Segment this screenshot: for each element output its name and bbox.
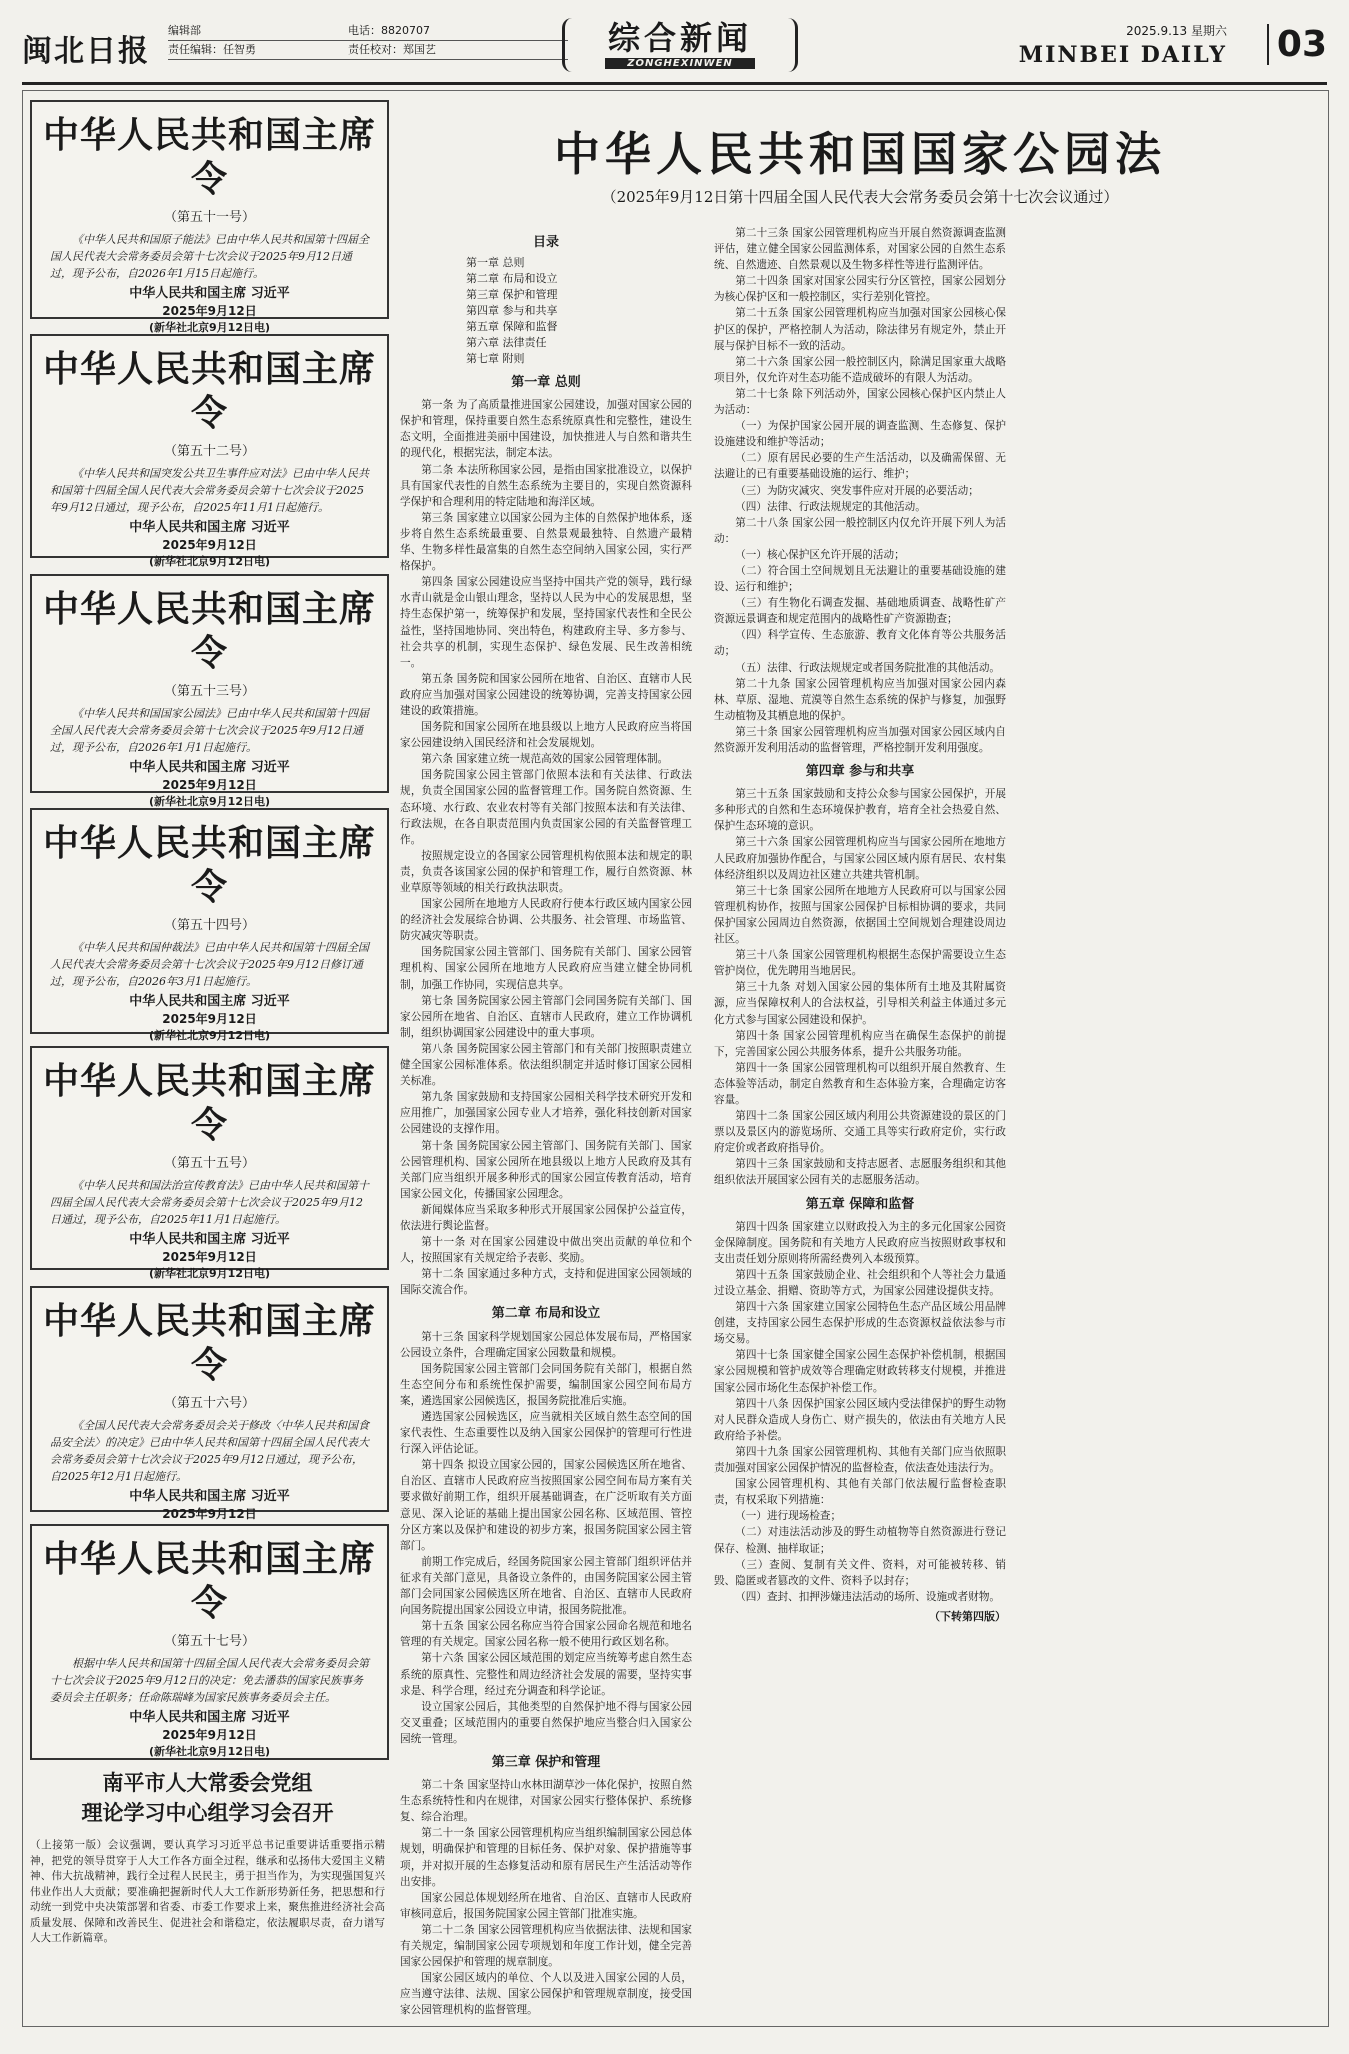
law-article-paragraph: 第三十八条 国家公园管理机构根据生态保护需要设立生态管护岗位，优先聘用当地居民。 bbox=[714, 949, 1006, 978]
law-article-paragraph: 第二十八条 国家公园一般控制区内仅允许开展下列人为活动： bbox=[714, 516, 1006, 545]
decree-box bbox=[30, 100, 389, 334]
toc-item: 第七章 附则 bbox=[466, 352, 525, 366]
decree-number: （第五十三号） bbox=[163, 684, 255, 699]
toc-item: 第四章 参与和共享 bbox=[466, 304, 558, 318]
law-article-paragraph: （二）符合国土空间规划且无法避让的重要基础设施的建设、运行和维护； bbox=[714, 564, 1006, 594]
law-article-paragraph: 第十三条 国家科学规划国家公园总体发展布局，严格国家公园设立条件，合理确定国家公园数量和规模。 bbox=[400, 1330, 692, 1359]
law-article-paragraph: 国务院和国家公园所在地县级以上地方人民政府应当将国家公园建设纳入国民经济和社会发展规划。 bbox=[400, 721, 692, 750]
continued-note: （下转第四版） bbox=[929, 1609, 1006, 1623]
law-article-paragraph: 第二十四条 国家对国家公园实行分区管控，国家公园划分为核心保护区和一般控制区，实行差别化管控。 bbox=[714, 275, 1006, 304]
law-article-paragraph: 第七条 国务院国家公园主管部门会同国务院有关部门、国家公园所在地省、自治区、直辖市人民政府，建立工作协调机制，组织协调国家公园建设中的重大事项。 bbox=[400, 994, 692, 1039]
law-article-paragraph: 第三条 国家建立以国家公园为主体的自然保护地体系，逐步将自然生态系统最重要、自然景观最独特、自然遗产最精华、生物多样性最富集的自然生态空间纳入国家公园，实行严格保护。 bbox=[400, 511, 692, 573]
decree-number: （第五十一号） bbox=[163, 210, 255, 225]
toc-item: 第六章 法律责任 bbox=[466, 336, 547, 350]
law-article-paragraph: 国家公园区域内的单位、个人以及进入国家公园的人员，应当遵守法律、法规、国家公园保护和管理规章制度，接受国家公园管理机构的监督管理。 bbox=[400, 1972, 692, 2017]
decree-title: 中华人民共和国主席令 bbox=[42, 1061, 376, 1146]
toc-item: 第二章 布局和设立 bbox=[466, 272, 558, 286]
law-article-paragraph: （四）法律、行政法规规定的其他活动。 bbox=[735, 500, 926, 513]
law-article-paragraph: 第五条 国务院和国家公园所在地省、自治区、直辖市人民政府应当加强对国家公园建设的统筹协调，完善支持国家公园建设的政策措施。 bbox=[400, 672, 692, 717]
decree-title: 中华人民共和国主席令 bbox=[42, 1539, 376, 1624]
section-banner bbox=[562, 18, 798, 72]
law-article-paragraph: （一）为保护国家公园开展的调查监测、生态修复、保护设施建设和维护等活动； bbox=[714, 420, 1006, 449]
law-text bbox=[400, 225, 1320, 2020]
decree-signer: 中华人民共和国主席 习近平 bbox=[129, 1710, 290, 1725]
law-article-paragraph: 第一条 为了高质量推进国家公园建设，加强对国家公园的保护和管理，保持重要自然生态系统原真性和完整性，建设生态文明，全面推进美丽中国建设，加快推进人与自然和谐共生的现代化，根据宪法，制定本法。 bbox=[400, 399, 692, 460]
law-article-paragraph: 第四十五条 国家鼓励企业、社会组织和个人等社会力量通过设立基金、捐赠、资助等方式，为国家公园建设提供支持。 bbox=[714, 1268, 1006, 1297]
law-article-paragraph: 第十一条 对在国家公园建设中做出突出贡献的单位和个人，按照国家有关规定给予表彰、奖励。 bbox=[400, 1236, 692, 1265]
law-article-paragraph: 第二十一条 国家公园管理机构应当组织编制国家公园总体规划，明确保护和管理的目标任务、保护对象、保护措施等事项，并对拟开展的生态修复活动和原有居民生产生活活动等作出安排。 bbox=[400, 1827, 692, 1888]
law-article-paragraph: （五）法律、行政法规规定或者国务院批准的其他活动。 bbox=[735, 661, 1001, 674]
law-article-paragraph: 按照规定设立的各国家公园管理机构依照本法和规定的职责，负责各该国家公园的保护和管理工作，履行自然资源、林业草原等领域的相关行政执法职责。 bbox=[400, 849, 692, 894]
law-article-paragraph: 设立国家公园后，其他类型的自然保护地不得与国家公园交叉重叠；区域范围内的重要自然保护地应当整合归入国家公园统一管理。 bbox=[400, 1700, 692, 1745]
law-title: 中华人民共和国国家公园法 bbox=[554, 127, 1166, 181]
law-article-paragraph: （二）对违法活动涉及的野生动植物等自然资源进行登记保存、检测、抽样取证； bbox=[714, 1526, 1006, 1555]
law-article-paragraph: 前期工作完成后，经国务院国家公园主管部门组织评估并征求有关部门意见，具备设立条件的，由国务院国家公园主管部门会同国家公园候选区所在地省、自治区、直辖市人民政府向国务院提出国家公园设立申请，报国务院批准。 bbox=[400, 1555, 692, 1617]
law-article-paragraph: 国务院国家公园主管部门、国务院有关部门、国家公园管理机构、国家公园所在地地方人民政府应当建立健全协同机制，加强工作协同，实现信息共享。 bbox=[400, 946, 692, 991]
law-article-paragraph: 遴选国家公园候选区，应当就相关区域自然生态空间的国家代表性、生态重要性以及纳入国家公园保护的管理可行性进行深入评估论证。 bbox=[400, 1411, 692, 1456]
decree-date: 2025年9月12日 bbox=[162, 538, 257, 552]
decree-body: 根据中华人民共和国第十四届全国人民代表大会常务委员会第十七次会议于2025年9月12日的决定：免去潘恭的国家民族事务委员会主任职务；任命陈瑞峰为国家民族事务委员会主任。 bbox=[50, 1657, 369, 1704]
decree-title: 中华人民共和国主席令 bbox=[42, 823, 376, 908]
law-article-paragraph: 国务院国家公园主管部门会同国务院有关部门，根据自然生态空间分布和系统性保护需要，编制国家公园空间布局方案，遴选国家公园候选区，报国务院批准后实施。 bbox=[400, 1362, 692, 1407]
law-article-paragraph: 第二十二条 国家公园管理机构应当依据法律、法规和国家有关规定，编制国家公园专项规划和年度工作计划，健全完善国家公园保护和管理的规章制度。 bbox=[400, 1923, 692, 1969]
law-article-paragraph: （二）原有居民必要的生产生活活动，以及确需保留、无法避让的已有重要基础设施的运行、维护； bbox=[714, 452, 1006, 481]
law-article-paragraph: 第二十五条 国家公园管理机构应当加强对国家公园核心保护区的保护，严格控制人为活动，除法律另有规定外，禁止开展与保护目标不一致的活动。 bbox=[714, 307, 1006, 352]
chapter-heading: 第五章 保障和监督 bbox=[805, 1196, 915, 1212]
table-of-contents bbox=[400, 255, 692, 367]
law-article-paragraph: 第十四条 拟设立国家公园的，国家公园候选区所在地省、自治区、直辖市人民政府应当按照国家公园空间布局方案有关要求做好前期工作，组织开展基础调查，在广泛听取有关方面意见、深入论证的基础上提出国家公园名称、区域范围、管控分区方案以及保护和建设的初步方案，报国务院国家公园主管部门。 bbox=[400, 1459, 692, 1552]
law-article-paragraph: （一）进行现场检查； bbox=[735, 1510, 842, 1523]
decree-box bbox=[30, 574, 389, 808]
law-article-paragraph: 第四十八条 因保护国家公园区域内受法律保护的野生动物对人民群众造成人身伤亡、财产损失的，依法由有关地方人民政府给予补偿。 bbox=[714, 1397, 1006, 1442]
law-article-paragraph: 第四十六条 国家建立国家公园特色生态产品区域公用品牌创建，支持国家公园生态保护形成的生态资源权益依法参与市场交易。 bbox=[714, 1301, 1006, 1346]
paper-logo: 闽北日报 bbox=[22, 34, 150, 69]
decree-title: 中华人民共和国主席令 bbox=[42, 115, 376, 200]
law-article-paragraph: 新闻媒体应当采取多种形式开展国家公园保护公益宣传，依法进行舆论监督。 bbox=[400, 1203, 692, 1232]
law-article-paragraph: 第四十条 国家公园管理机构应当在确保生态保护的前提下，完善国家公园公共服务体系，提升公共服务功能。 bbox=[714, 1029, 1006, 1058]
law-article-paragraph: 第十二条 国家通过多种方式，支持和促进国家公园领域的国际交流合作。 bbox=[400, 1268, 692, 1297]
law-article-paragraph: 第四十四条 国家建立以财政投入为主的多元化国家公园资金保障制度。国务院和有关地方人民政府应当按照财政事权和支出责任划分原则将所需经费列入本级预算。 bbox=[714, 1220, 1006, 1265]
issue-date: 2025.9.13 星期六 bbox=[1126, 24, 1227, 38]
law-article-paragraph: （一）核心保护区允许开展的活动； bbox=[735, 548, 905, 561]
staff-box bbox=[168, 22, 568, 60]
proofreader: 责任校对：郑国艺 bbox=[348, 43, 436, 56]
decree-body: 《中华人民共和国国家公园法》已由中华人民共和国第十四届全国人民代表大会常务委员会第十七次会议于2025年9月12日通过，现予公布，自2026年1月1日起施行。 bbox=[50, 707, 369, 754]
decree-signer: 中华人民共和国主席 习近平 bbox=[129, 286, 290, 301]
law-subtitle: （2025年9月12日第十四届全国人民代表大会常务委员会第十七次会议通过） bbox=[601, 188, 1119, 206]
law-article-paragraph: 第二十六条 国家公园一般控制区内，除满足国家重大战略项目外，仅允许对生态功能不造成破坏的有限人为活动。 bbox=[714, 355, 1006, 384]
decree-signer: 中华人民共和国主席 习近平 bbox=[129, 994, 290, 1009]
masthead bbox=[22, 18, 1327, 76]
law-article-paragraph: （三）查阅、复制有关文件、资料，对可能被转移、销毁、隐匿或者篡改的文件、资料予以封存； bbox=[714, 1558, 1006, 1587]
decree-date: 2025年9月12日 bbox=[162, 1507, 257, 1521]
law-article-paragraph: 第二十条 国家坚持山水林田湖草沙一体化保护，按照自然生态系统特性和内在规律，对国家公园实行整体保护、系统修复、综合治理。 bbox=[400, 1779, 692, 1824]
law-article-paragraph: 国家公园所在地地方人民政府行使本行政区域内国家公园的经济社会发展综合协调、公共服务、社会管理、市场监管、防灾减灾等职责。 bbox=[400, 898, 692, 943]
law-article-paragraph: 国家公园总体规划经所在地省、自治区、直辖市人民政府审核同意后，报国务院国家公园主管部门批准实施。 bbox=[400, 1891, 692, 1920]
decree-date: 2025年9月12日 bbox=[162, 304, 257, 318]
law-article-paragraph: 第二十七条 除下列活动外，国家公园核心保护区内禁止人为活动： bbox=[714, 387, 1006, 417]
decree-box bbox=[30, 808, 389, 1042]
decree-title: 中华人民共和国主席令 bbox=[42, 589, 376, 674]
decree-box bbox=[30, 1046, 389, 1280]
toc-item: 第一章 总则 bbox=[466, 256, 525, 270]
decree-number: （第五十七号） bbox=[163, 1634, 255, 1649]
law-article-paragraph: 第二十九条 国家公园管理机构应当加强对国家公园内森林、草原、湿地、荒漠等自然生态系统的保护与修复，加强野生动植物及其栖息地的保护。 bbox=[714, 677, 1006, 722]
law-article-paragraph: 第二十三条 国家公园管理机构应当开展自然资源调查监测评估，建立健全国家公园监测体系，对国家公园的自然生态系统、自然遗迹、自然景观以及生物多样性等进行监测评估。 bbox=[714, 227, 1006, 272]
decree-agency: (新华社北京9月12日电) bbox=[148, 1745, 270, 1758]
editor-label: 编辑部 bbox=[168, 24, 201, 37]
law-article-paragraph: 第十条 国务院国家公园主管部门、国务院有关部门、国家公园管理机构、国家公园所在地县级以上地方人民政府及其有关部门应当组织开展多种形式的国家公园宣传教育活动，培育国家公园文化，传播国家公园理念。 bbox=[400, 1139, 692, 1200]
decree-agency: (新华社北京9月12日电) bbox=[148, 321, 270, 334]
section-title: 综合新闻 bbox=[607, 19, 752, 57]
decree-body: 《中华人民共和国仲裁法》已由中华人民共和国第十四届全国人民代表大会常务委员会第十七次会议于2025年9月12日修订通过，现予公布，自2026年3月1日起施行。 bbox=[50, 941, 369, 988]
law-article-paragraph: 第三十六条 国家公园管理机构应当与国家公园所在地地方人民政府加强协作配合，与国家公园区域内原有居民、农村集体经济组织以及周边社区建立共建共管机制。 bbox=[714, 836, 1006, 881]
news-headline-line1: 南平市人大常委会党组 bbox=[102, 1771, 313, 1795]
law-article-paragraph: 第十五条 国家公园名称应当符合国家公园命名规范和地名管理的有关规定。国家公园名称一般不使用行政区划名称。 bbox=[400, 1620, 692, 1649]
law-article-paragraph: 第四十七条 国家健全国家公园生态保护补偿机制，根据国家公园规模和管护成效等合理确定财政转移支付规模，并推进国家公园市场化生态保护补偿工作。 bbox=[714, 1349, 1006, 1394]
decree-agency: (新华社北京9月12日电) bbox=[148, 1029, 270, 1042]
law-article-paragraph: 第六条 国家建立统一规范高效的国家公园管理体制。 bbox=[421, 753, 669, 766]
law-article-paragraph: 第三十九条 对划入国家公园的集体所有土地及其附属资源，应当保障权利人的合法权益，引导相关利益主体通过多元化方式参与国家公园建设和保护。 bbox=[714, 981, 1006, 1026]
law-article-paragraph: 第四十三条 国家鼓励和支持志愿者、志愿服务组织和其他组织依法开展国家公园有关的志愿服务活动。 bbox=[714, 1158, 1006, 1187]
decree-date: 2025年9月12日 bbox=[162, 1250, 257, 1264]
law-article-paragraph: （三）为防灾减灾、突发事件应对开展的必要活动； bbox=[735, 484, 979, 497]
decree-number: （第五十六号） bbox=[163, 1396, 255, 1411]
decree-signer: 中华人民共和国主席 习近平 bbox=[129, 1232, 290, 1247]
chief-editor: 责任编辑：任智勇 bbox=[168, 43, 256, 56]
toc-item: 第五章 保障和监督 bbox=[466, 320, 558, 334]
decree-signer: 中华人民共和国主席 习近平 bbox=[129, 760, 290, 775]
chapter-heading: 第四章 参与和共享 bbox=[805, 764, 915, 780]
news-headline-line2: 理论学习中心组学习会召开 bbox=[81, 1801, 334, 1825]
decree-signer: 中华人民共和国主席 习近平 bbox=[129, 1489, 290, 1504]
decree-title: 中华人民共和国主席令 bbox=[42, 349, 376, 434]
law-article-paragraph: 第三十条 国家公园管理机构应当加强对国家公园区域内自然资源开发利用活动的监督管理，严格控制开发利用强度。 bbox=[714, 725, 1006, 754]
law-article-paragraph: 第四十二条 国家公园区域内利用公共资源建设的景区的门票以及景区内的游览场所、交通工具等实行政府定价，实行政府定价或者政府指导价。 bbox=[714, 1110, 1006, 1155]
top-rule bbox=[22, 82, 1327, 85]
law-article-paragraph: 国务院国家公园主管部门依照本法和有关法律、行政法规，负责全国国家公园的监督管理工作。国务院自然资源、生态环境、水行政、农业农村等有关部门按照本法和有关法律、行政法规，在各自职责范围内负责国家公园的有关监督管理工作。 bbox=[400, 769, 692, 846]
law-article-paragraph: 国家公园管理机构、其他有关部门依法履行监督检查职责，有权采取下列措施： bbox=[714, 1478, 1006, 1507]
law-article-paragraph: （四）查封、扣押涉嫌违法活动的场所、设施或者财物。 bbox=[735, 1590, 1001, 1603]
law-article-paragraph: （三）有生物化石调查发掘、基础地质调查、战略性矿产资源远景调查和规定范围内的战略性矿产资源勘查； bbox=[714, 597, 1006, 626]
decree-title: 中华人民共和国主席令 bbox=[42, 1301, 376, 1386]
decree-body: 《中华人民共和国突发公共卫生事件应对法》已由中华人民共和国第十四届全国人民代表大会常务委员会第十七次会议于2025年9月12日通过，现予公布，自2025年11月1日起施行。 bbox=[50, 467, 369, 514]
decree-number: （第五十四号） bbox=[163, 918, 255, 933]
decree-agency: (新华社北京9月12日电) bbox=[148, 795, 270, 808]
law-article-paragraph: 第四条 国家公园建设应当坚持中国共产党的领导，践行绿水青山就是金山银山理念，坚持以人民为中心的发展思想，坚持生态保护第一，统筹保护和发展，坚持国家代表性和全民公益性，坚持国地协同、突出特色，构建政府主导、多方参与、社会共享的机制，实现生态保护、绿色发展、民生改善相统一。 bbox=[400, 576, 692, 669]
law-article-paragraph: 第九条 国家鼓励和支持国家公园相关科学技术研究开发和应用推广，加强国家公园专业人才培养，强化科技创新对国家公园建设的支撑作用。 bbox=[400, 1091, 692, 1136]
toc-heading: 目录 bbox=[532, 235, 559, 250]
decree-body: 《中华人民共和国原子能法》已由中华人民共和国第十四届全国人民代表大会常务委员会第十七次会议于2025年9月12日通过，现予公布，自2026年1月15日起施行。 bbox=[50, 233, 369, 280]
news-article bbox=[30, 1768, 385, 1947]
paper-english-name: MINBEI DAILY bbox=[1018, 42, 1227, 68]
chapter-heading: 第三章 保护和管理 bbox=[491, 1754, 601, 1770]
decree-box bbox=[30, 1286, 389, 1521]
decree-box bbox=[30, 1524, 389, 1760]
law-article-paragraph: 第三十七条 国家公园所在地地方人民政府可以与国家公园管理机构协作，按照与国家公园保护目标相协调的要求，共同保护国家公园周边自然资源，依据国土空间规划合理建设周边社区。 bbox=[714, 884, 1006, 946]
decree-date: 2025年9月12日 bbox=[162, 1012, 257, 1026]
law-article-paragraph: 第三十五条 国家鼓励和支持公众参与国家公园保护，开展多种形式的自然和生态环境保护教育，培育全社会热爱自然、保护生态环境的意识。 bbox=[714, 788, 1006, 833]
law-article-paragraph: 第八条 国务院国家公园主管部门和有关部门按照职责建立健全国家公园标准体系。依法组织制定并适时修订国家公园相关标准。 bbox=[400, 1042, 692, 1088]
decree-body: 《全国人民代表大会常务委员会关于修改〈中华人民共和国食品安全法〉的决定》已由中华人民共和国第十四届全国人民代表大会常务委员会第十七次会议于2025年9月12日通过，现予公布，自2025年12月1日起施行。 bbox=[50, 1419, 369, 1483]
decree-body: 《中华人民共和国法治宣传教育法》已由中华人民共和国第十四届全国人民代表大会常务委员会第十七次会议于2025年9月12日通过，现予公布，自2025年11月1日起施行。 bbox=[50, 1179, 369, 1226]
law-article-paragraph: 第四十一条 国家公园管理机构可以组织开展自然教育、生态体验等活动，制定自然教育和生态体验方案，合理确定访客容量。 bbox=[714, 1061, 1006, 1106]
decree-date: 2025年9月12日 bbox=[162, 778, 257, 792]
page-number: 03 bbox=[1267, 24, 1327, 65]
news-body: （上接第一版）会议强调，要认真学习习近平总书记重要讲话重要指示精神，把党的领导贯穿于人大工作各方面全过程，继承和弘扬伟大爱国主义精神、伟大抗战精神，践行全过程人民民主，勇于担当作为，为实现强国复兴伟业作出人大贡献；要准确把握新时代人大工作新形势新任务，把思想和行动统一到党中央决策部署和省委、市委工作要求上来，聚焦推进经济社会高质量发展、保障和改善民生、促进社会和谐稳定，依法履职尽责，奋力谱写人大工作新篇章。 bbox=[30, 1839, 385, 1944]
decree-agency: (新华社北京9月12日电) bbox=[148, 1267, 270, 1280]
phone: 电话：8820707 bbox=[348, 24, 430, 37]
chapter-heading: 第二章 布局和设立 bbox=[491, 1306, 601, 1322]
toc-item: 第三章 保护和管理 bbox=[466, 288, 558, 302]
decree-signer: 中华人民共和国主席 习近平 bbox=[129, 520, 290, 535]
decree-box bbox=[30, 334, 389, 568]
law-article-paragraph: （四）科学宣传、生态旅游、教育文化体育等公共服务活动； bbox=[714, 629, 1006, 658]
decree-number: （第五十五号） bbox=[163, 1156, 255, 1171]
section-pinyin: ZONGHEXINWEN bbox=[605, 58, 755, 69]
law-article-paragraph: 第四十九条 国家公园管理机构、其他有关部门应当依照职责加强对国家公园保护情况的监督检查，依法查处违法行为。 bbox=[714, 1445, 1006, 1475]
decree-date: 2025年9月12日 bbox=[162, 1728, 257, 1742]
decree-number: （第五十二号） bbox=[163, 444, 255, 459]
decree-agency: (新华社北京9月12日电) bbox=[148, 555, 270, 568]
chapter-heading: 第一章 总则 bbox=[511, 375, 581, 391]
law-article-paragraph: 第十六条 国家公园区域范围的划定应当统筹考虑自然生态系统的原真性、完整性和周边经济社会发展的需要，坚持实事求是、科学合理，经过充分调查和科学论证。 bbox=[400, 1652, 692, 1697]
law-article-paragraph: 第二条 本法所称国家公园，是指由国家批准设立，以保护具有国家代表性的自然生态系统为主要目的，实现自然资源科学保护和合理利用的特定陆地和海洋区域。 bbox=[400, 463, 692, 508]
